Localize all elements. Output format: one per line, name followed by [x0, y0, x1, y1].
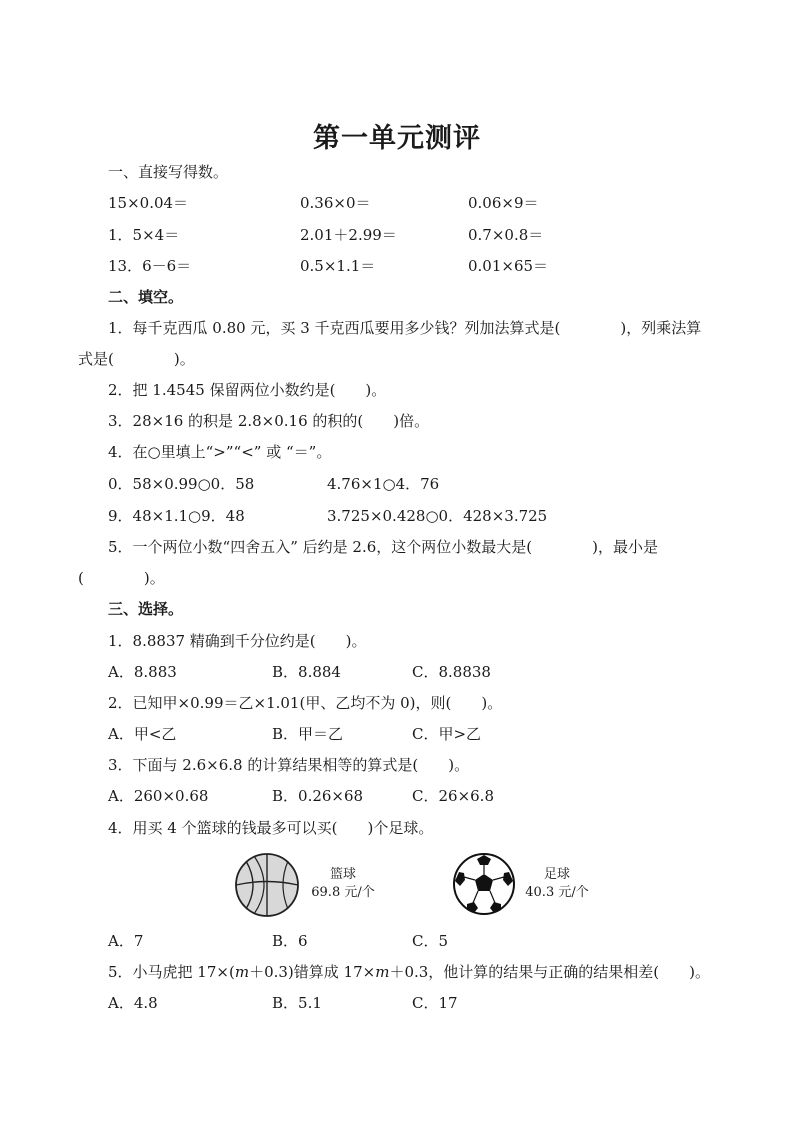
q5-text-c: ＋0.3，他计算的结果与正确的结果相差( )。: [389, 963, 710, 981]
calc-item: 0.7×0.8＝: [468, 226, 544, 244]
choice-question-2: 2．已知甲×0.99＝乙×1.01(甲、乙均不为 0)，则( )。: [108, 694, 503, 712]
choice-option: A．8.883: [108, 663, 177, 681]
calc-item: 13．6－6＝: [108, 257, 192, 275]
choice-option: A．260×0.68: [108, 787, 209, 805]
page-title: 第一单元测评: [313, 123, 481, 154]
variable-m: m: [375, 963, 390, 981]
calc-item: 0.5×1.1＝: [300, 257, 376, 275]
choice-option: A．甲<乙: [108, 725, 177, 743]
section3-heading: 三、选择。: [108, 600, 184, 618]
calc-item: 2.01＋2.99＝: [300, 226, 397, 244]
fill-question-5: 5．一个两位小数“四舍五入” 后约是 2.6，这个两位小数最大是( )，最小是: [108, 538, 658, 556]
calc-item: 15×0.04＝: [108, 194, 189, 212]
choice-option: C．甲>乙: [412, 725, 482, 743]
calc-item: 1．5×4＝: [108, 226, 180, 244]
compare-item: 0．58×0.99○0．58: [108, 475, 255, 493]
choice-option: C．8.8838: [412, 663, 491, 681]
choice-option: C．17: [412, 994, 458, 1012]
football-icon: [452, 852, 516, 916]
choice-option: B．5.1: [272, 994, 322, 1012]
choice-option: A．7: [108, 932, 144, 950]
choice-question-5: [108, 962, 710, 982]
choice-question-1: 1．8.8837 精确到千分位约是( )。: [108, 632, 367, 650]
compare-item: 9．48×1.1○9．48: [108, 507, 245, 525]
section2-heading: 二、填空。: [108, 288, 184, 306]
choice-option: C．26×6.8: [412, 787, 494, 805]
basketball-icon: [234, 852, 300, 918]
fill-question-1-cont: 式是( )。: [78, 350, 195, 368]
basketball-price: 69.8 元/个: [311, 885, 375, 900]
football-name: 足球: [543, 867, 570, 882]
choice-option: B．6: [272, 932, 308, 950]
football-price: 40.3 元/个: [525, 885, 589, 900]
section1-heading: 一、直接写得数。: [108, 163, 229, 181]
calc-item: 0.06×9＝: [468, 194, 539, 212]
q5-text-a: 5．小马虎把 17×(: [108, 963, 235, 981]
choice-option: B．甲＝乙: [272, 725, 344, 743]
fill-question-5-cont: ( )。: [78, 569, 165, 587]
choice-question-3: 3．下面与 2.6×6.8 的计算结果相等的算式是( )。: [108, 756, 470, 774]
calc-item: 0.36×0＝: [300, 194, 371, 212]
choice-option: B．0.26×68: [272, 787, 364, 805]
fill-question-1: 1．每千克西瓜 0.80 元，买 3 千克西瓜要用多少钱？列加法算式是( )，列乘法算: [108, 319, 702, 337]
calc-item: 0.01×65＝: [468, 257, 549, 275]
fill-question-4: 4．在○里填上“>”“<” 或 “＝”。: [108, 443, 332, 461]
q5-text-b: ＋0.3)错算成 17×: [249, 963, 376, 981]
choice-option: B．8.884: [272, 663, 341, 681]
choice-option: A．4.8: [108, 994, 158, 1012]
variable-m: m: [234, 963, 250, 981]
compare-item: 3.725×0.428○0．428×3.725: [327, 507, 548, 525]
choice-question-4: 4．用买 4 个篮球的钱最多可以买( )个足球。: [108, 819, 434, 837]
basketball-name: 篮球: [329, 867, 356, 882]
fill-question-3: 3．28×16 的积是 2.8×0.16 的积的( )倍。: [108, 412, 430, 430]
choice-option: C．5: [412, 932, 449, 950]
fill-question-2: 2．把 1.4545 保留两位小数约是( )。: [108, 381, 387, 399]
compare-item: 4.76×1○4．76: [327, 475, 440, 493]
